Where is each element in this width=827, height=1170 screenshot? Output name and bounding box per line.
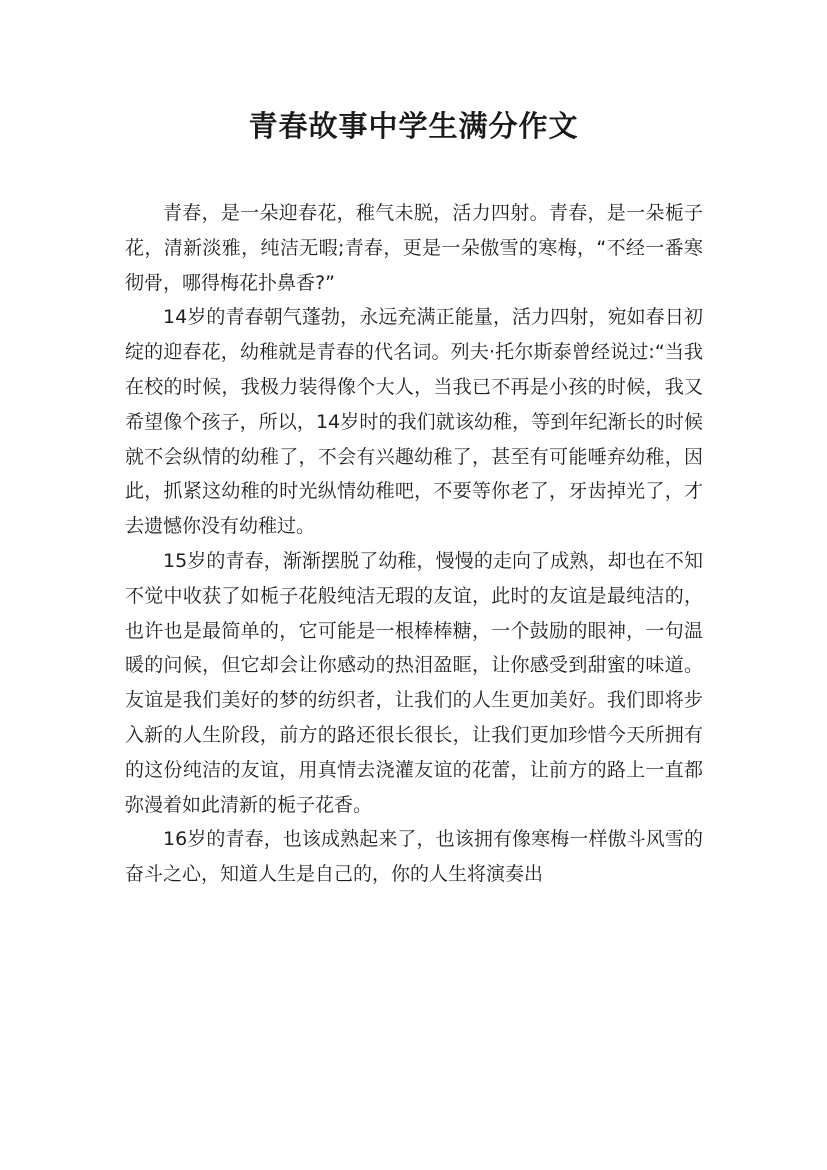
paragraph-2: 14岁的青春朝气蓬勃，永远充满正能量，活力四射，宛如春日初绽的迎春花，幼稚就是青春的代名词。列夫·托尔斯泰曾经说过:“当我在校的时候，我极力装得像个大人，当我已不再是小孩的时候，我又希望像个孩子，所以，14岁时的我们就该幼稚，等到年纪渐长的时候就不会纵情的幼稚了，不会有兴趣幼稚了，甚至有可能唾弃幼稚，因此，抓紧这幼稚的时光纵情幼稚吧，不要等你老了，牙齿掉光了，才去遗憾你没有幼稚过。: [125, 306, 703, 538]
paragraph-3: 15岁的青春，渐渐摆脱了幼稚，慢慢的走向了成熟，却也在不知不觉中收获了如栀子花般纯洁无瑕的友谊，此时的友谊是最纯洁的，也许也是最简单的，它可能是一根棒棒糖，一个鼓励的眼神，一句温暖的问候，但它却会让你感动的热泪盈眶，让你感受到甜蜜的味道。友谊是我们美好的梦的纺织者，让我们的人生更加美好。我们即将步入新的人生阶段，前方的路还很长很长，让我们更加珍惜今天所拥有的这份纯洁的友谊，用真情去浇灌友谊的花蕾，让前方的路上一直都弥漫着如此清新的栀子花香。: [125, 549, 703, 816]
document-title: 青春故事中学生满分作文: [248, 109, 579, 143]
document-body: [125, 196, 703, 892]
paragraph-4: 16岁的青春，也该成熟起来了，也该拥有像寒梅一样傲斗风雪的奋斗之心，知道人生是自己的，你的人生将演奏出: [125, 828, 703, 886]
paragraph-1: 青春，是一朵迎春花，稚气未脱，活力四射。青春，是一朵栀子花，清新淡雅，纯洁无暇;青春，更是一朵傲雪的寒梅，“不经一番寒彻骨，哪得梅花扑鼻香?”: [125, 202, 703, 294]
